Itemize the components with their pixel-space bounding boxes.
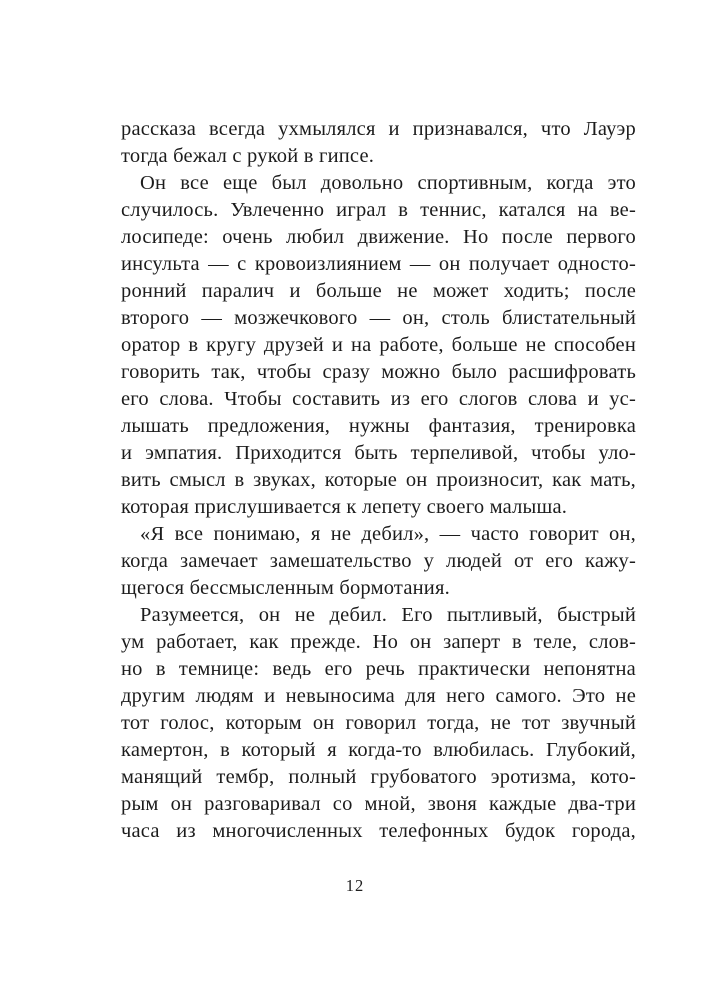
text-line: лышать предложения, нужны фантазия, тренировка <box>121 415 636 437</box>
text-line: «Я все понимаю, я не дебил», — часто говорит он, <box>140 523 636 545</box>
text-block <box>121 116 636 845</box>
text-line: инсульта — с кровоизлиянием — он получает односто- <box>121 253 636 275</box>
text-line: оратор в кругу друзей и на работе, больше не способен <box>121 334 636 356</box>
text-line: которая прислушивается к лепету своего малыша. <box>121 496 568 518</box>
text-line: ум работает, как прежде. Но он заперт в теле, слов- <box>121 631 636 653</box>
text-line: тот голос, которым он говорил тогда, не тот звучный <box>121 712 636 734</box>
text-line: и эмпатия. Приходится быть терпеливой, чтобы уло- <box>121 442 636 464</box>
text-line: но в темнице: ведь его речь практически непонятна <box>121 658 636 680</box>
text-line: Он все еще был довольно спортивным, когда это <box>140 172 636 194</box>
text-line: ронний паралич и больше не может ходить; после <box>121 280 636 302</box>
text-line: лосипеде: очень любил движение. Но после первого <box>121 226 636 248</box>
text-line: Разумеется, он не дебил. Его пытливый, быстрый <box>140 604 636 626</box>
text-line: часа из многочисленных телефонных будок города, <box>121 820 636 842</box>
text-line: камертон, в который я когда-то влюбилась. Глубокий, <box>121 739 636 761</box>
text-line: рассказа всегда ухмылялся и признавался, что Лауэр <box>121 118 636 140</box>
text-line: рым он разговаривал со мной, звоня каждые два-три <box>121 793 636 815</box>
text-line: тогда бежал с рукой в гипсе. <box>121 145 375 167</box>
page-number: 12 <box>345 876 365 895</box>
text-line: второго — мозжечкового — он, столь блистательный <box>121 307 636 329</box>
text-line: говорить так, чтобы сразу можно было расшифровать <box>121 361 636 383</box>
text-line: когда замечает замешательство у людей от его кажу- <box>121 550 636 572</box>
text-line: вить смысл в звуках, которые он произносит, как мать, <box>121 469 636 491</box>
text-line: другим людям и невыносима для него самого. Это не <box>121 685 636 707</box>
text-line: манящий тембр, полный грубоватого эротизма, кото- <box>121 766 636 788</box>
text-line: его слова. Чтобы составить из его слогов слова и ус- <box>121 388 636 410</box>
text-line: случилось. Увлеченно играл в теннис, катался на ве- <box>121 199 636 221</box>
text-line: щегося бессмысленным бормотания. <box>121 577 450 599</box>
